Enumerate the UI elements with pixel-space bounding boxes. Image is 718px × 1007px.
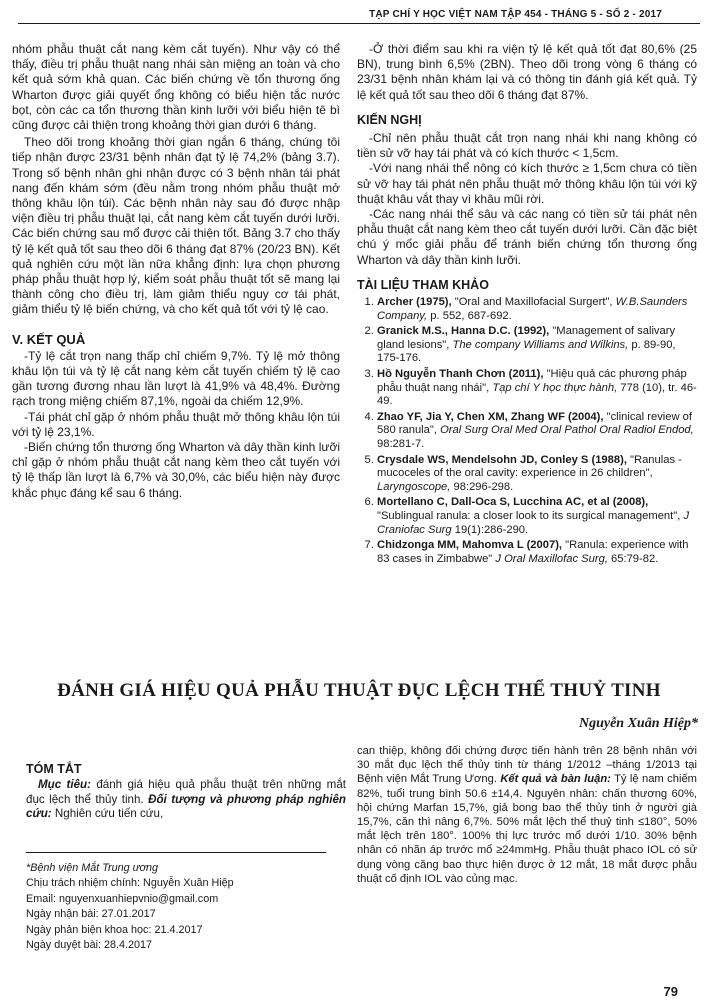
reference-item: 3. Hồ Nguyễn Thanh Chơn (2011), "Hiệu quả các phương pháp phẫu thuật nang nhái", Tạp chí Y học thực hành, 778 (10), tr. 46-49. bbox=[377, 368, 697, 409]
method-label: Đối tượng và phương pháp nghiên cứu: bbox=[26, 792, 347, 821]
aim-label: Mục tiêu: bbox=[38, 778, 91, 792]
result-item: -Tái phát chỉ gặp ở nhóm phẫu thuật mở thông khâu lộn túi với tỷ lệ 23,1%. bbox=[12, 409, 340, 439]
recommendation-item: -Với nang nhái thể nông có kích thước ≥ 1,5cm chưa có tiền sử vỡ hay tái phát nên phẫu thuật mở thông khâu lộn túi với kỹ thuật khâu vắt thay vì khâu mũi rời. bbox=[357, 161, 697, 206]
reference-item: 6. Mortellano C, Dall-Oca S, Lucchina AC, et al (2008), "Sublingual ranula: a closer look to its surgical management", J Craniofac Surg 19(1):286-290. bbox=[377, 496, 697, 537]
footnote-accepted: Ngày duyệt bài: 28.4.2017 bbox=[26, 939, 153, 952]
footnotes bbox=[26, 852, 326, 953]
reference-item: 7. Chidzonga MM, Mahomva L (2007), "Ranula: experience with 83 cases in Zimbabwe" J Oral Maxillofac Surg, 65:79-82. bbox=[377, 539, 697, 566]
article-author: Nguyễn Xuân Hiệp* bbox=[578, 716, 698, 731]
article-title: ĐÁNH GIÁ HIỆU QUẢ PHẪU THUẬT ĐỤC LỆCH THỂ THUỶ TINH bbox=[57, 680, 661, 701]
section-heading-recommendations: KIẾN NGHỊ bbox=[357, 112, 422, 127]
reference-item: 1. Archer (1975), "Oral and Maxillofacial Surgert", W.B.Saunders Company, p. 552, 687-692. bbox=[377, 296, 697, 323]
results-label: Kết quả và bàn luận: bbox=[500, 773, 611, 786]
section-heading-results: V. KẾT QUẢ bbox=[12, 331, 86, 347]
right-column bbox=[357, 42, 697, 568]
footnote-received: Ngày nhận bài: 27.01.2017 bbox=[26, 908, 156, 921]
reference-list bbox=[357, 296, 697, 566]
paragraph: nhóm phẫu thuật cắt nang kèm cắt tuyến). Như vậy có thể thấy, điều trị phẫu thuật nang nhái sàn miệng an toàn và cho kết quả sớm khả quan. Các biến chứng về tổn thương ống Wharton được giải quyết ổng không có biểu hiện tắc nước bọt, còn các ca tổn thương thần kinh lưỡi với biểu hiện tê bì cũng được cải thiện trong khoảng thời gian dưới 6 tháng. bbox=[12, 42, 340, 133]
abstract-text: Tỷ lệ nam chiếm 82%, tuổi trung bình 50.6 ±14,4. Nguyên nhân: chấn thương 60%, hội chứng Marfan 15,7%, giả bong bao thể thủy tinh ở người già 15,7%, căn thì nâng 6,7%. 50% mắt lệch thể thuỷ tinh ≤180°, 50% mắt lệch trên 180°. 100% thị lực trước mổ dưới 1/10. 30% bệnh nhân có nhãn áp trước mổ ≥24mmHg. Phẫu thuật phaco IOL có sử dụng vòng căng bao thực hiện được ở 12 mắt, 18 mắt được phẫu thuật cố định IOL vào củng mạc. bbox=[357, 773, 697, 885]
recommendation-item: -Chỉ nên phẫu thuật cắt trọn nang nhái khi nang không có tiền sử vỡ hay tái phát và có kích thước < 1,5cm. bbox=[357, 131, 697, 161]
footnote-responsible: Chịu trách nhiệm chính: Nguyễn Xuân Hiệp bbox=[26, 877, 234, 890]
journal-header bbox=[18, 9, 700, 24]
abstract-text: can thiệp, không đối chứng được tiến hành trên 28 bệnh nhân với 30 mắt đục lệch thể thủy tinh từ tháng 1/2012 –tháng 1/2013 tại Bệnh viện Mắt Trung Ương. bbox=[357, 745, 697, 786]
result-item: -Biến chứng tổn thương ống Wharton và dây thần kinh lưỡi chỉ gặp ở nhóm phẫu thuật cắt nang kèm theo cắt tuyến với tỷ lệ thấp lần lượt là 6,7% và 30,0%, các biểu hiện này được khắc phục đáng kể sau 6 tháng. bbox=[12, 440, 340, 500]
journal-header-text: TẠP CHÍ Y HỌC VIỆT NAM TẬP 454 - THÁNG 5 - SỐ 2 - 2017 bbox=[369, 9, 662, 20]
abstract-paragraph bbox=[26, 778, 346, 821]
footnote-affiliation: *Bệnh viện Mắt Trung ương bbox=[26, 862, 159, 874]
abstract-left bbox=[26, 744, 346, 822]
result-item: -Tỷ lệ cắt trọn nang thấp chỉ chiếm 9,7%. Tỷ lệ mở thông khâu lộn túi và tỷ lệ cắt nang kèm cắt tuyến chiếm tỷ lệ cao gần tương đương nhau lần lượt là 41,9% và 48,4%. Đường rạch trong miệng chiếm 87,1%, ngoài da chiếm 12,9%. bbox=[12, 348, 340, 409]
aim-text: đánh giá hiệu quả phẫu thuật trên những mắt đục lệch thể thủy tinh. bbox=[26, 778, 346, 806]
footnote-reviewed: Ngày phản biện khoa học: 21.4.2017 bbox=[26, 923, 203, 936]
abstract-heading: TÓM TẮT bbox=[26, 762, 82, 776]
reference-item: 5. Crysdale WS, Mendelsohn JD, Conley S (1988), "Ranulas - mucoceles of the oral cavity: experience in 26 children", Laryngoscope, 98:296-298. bbox=[377, 454, 697, 495]
result-item: -Ở thời điểm sau khi ra viện tỷ lệ kết quả tốt đạt 80,6% (25 BN), trung bình 6,5% (2BN). Theo dõi trong vòng 6 tháng có 23/31 bệnh nhân khám lại và có thông tin đánh giá kết quả. Tỷ lệ kết quả tốt sau theo dõi 6 tháng đạt 87%. bbox=[357, 42, 697, 102]
page-number: 79 bbox=[663, 984, 678, 999]
footnote-email: Email: nguyenxuanhiepvnio@gmail.com bbox=[26, 892, 219, 905]
reference-item: 4. Zhao YF, Jia Y, Chen XM, Zhang WF (2004), "clinical review of 580 ranula", Oral Surg Oral Med Oral Pathol Oral Radiol Endod, 98:281-7. bbox=[377, 411, 697, 452]
abstract-paragraph bbox=[357, 744, 697, 886]
left-column bbox=[12, 42, 340, 501]
method-text: Nghiên cứu tiến cứu, bbox=[51, 807, 164, 821]
reference-item: 2. Granick M.S., Hanna D.C. (1992), "Management of salivary gland lesions", The company Williams and Wilkins, p. 89-90, 175-176. bbox=[377, 325, 697, 366]
section-heading-references: TÀI LIỆU THAM KHẢO bbox=[357, 277, 489, 292]
abstract-right bbox=[357, 744, 697, 886]
paragraph: Theo dõi trong khoảng thời gian ngắn 6 tháng, chúng tôi tiếp nhận được 23/31 bệnh nhân đạt tỷ lệ 74,2% (bảng 3.7). Trong số bệnh nhân ghi nhận được có 3 bệnh nhân tái phát nang đến khám sớm (đều nằm trong nhóm phẫu thuật mở thông khâu lộn túi). Các bệnh nhân này sau đó được nhập viện điều trị phẫu thuật lại, cắt nang kèm cắt tuyến dưới lưỡi. Các biến chứng sau mổ được cải thiện tốt. Bảng 3.7 cho thấy tỷ lệ kết quả tốt sau theo dõi 6 tháng đạt 87% (20/23 BN). Kết quả nghiên cứu một lần nữa khẳng định: lựa chọn phương pháp phẫu thuật hợp lý, kiểm soát phẫu thuật tốt sẽ mang lại thành công cho điều trị, làm giảm thiểu nguy cơ tái phát, giảm thiểu tỷ lệ biến chứng, và cho kết quả tốt với tỷ lệ cao. bbox=[12, 135, 340, 317]
recommendation-item: -Các nang nhái thể sâu và các nang có tiền sử tái phát nên phẫu thuật cắt nang kèm theo cắt tuyến dưới lưỡi. Cần đặc biệt chú ý mốc giải phẫu để tránh biến chứng tổn thương ống Wharton và dây thần kinh lưỡi. bbox=[357, 207, 697, 267]
